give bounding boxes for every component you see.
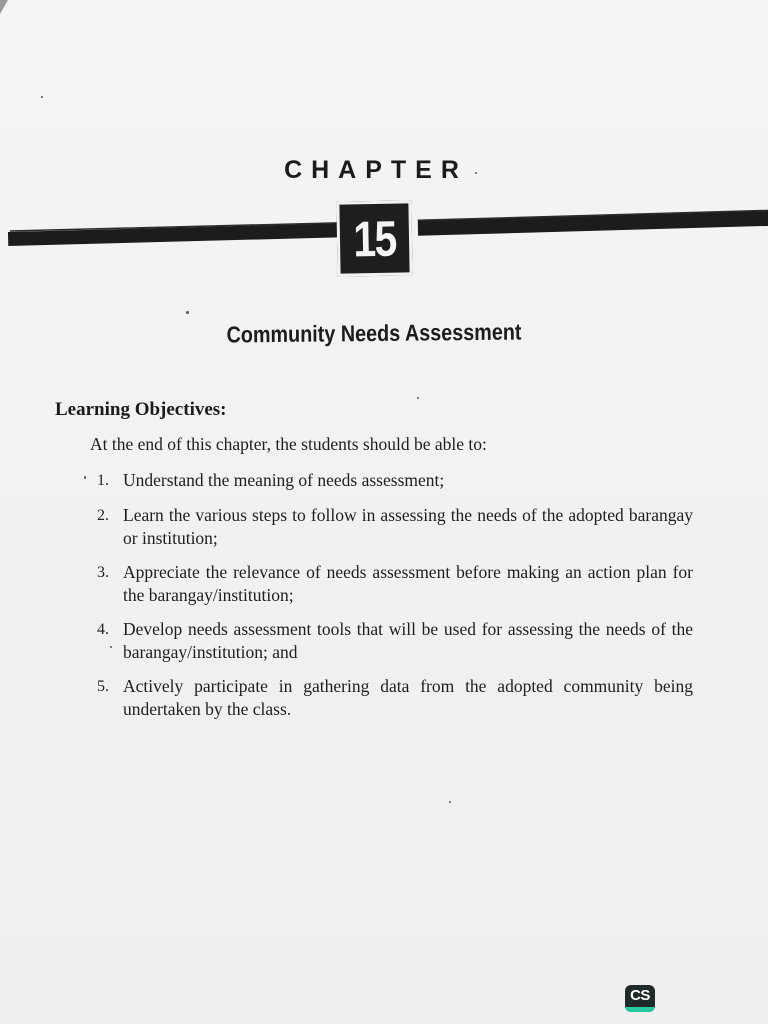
scan-speck bbox=[417, 397, 419, 399]
list-item-text: Learn the various steps to follow in assessing the needs of the adopted barangay or institution; bbox=[123, 505, 693, 548]
scan-speck bbox=[186, 311, 189, 314]
list-item bbox=[93, 618, 693, 664]
list-item-text: Understand the meaning of needs assessment; bbox=[123, 470, 445, 490]
list-item bbox=[93, 675, 693, 721]
list-item-number: 5. bbox=[97, 678, 109, 695]
chapter-number: 15 bbox=[352, 210, 397, 267]
list-item bbox=[93, 561, 693, 607]
camscanner-logo-text: CS bbox=[630, 987, 650, 1004]
list-item-number: 3. bbox=[97, 564, 109, 581]
scan-speck bbox=[41, 96, 43, 98]
objectives-intro: At the end of this chapter, the students should be able to: bbox=[90, 434, 487, 454]
chapter-title: Community Needs Assessment bbox=[226, 318, 522, 348]
list-item-number: 4. bbox=[97, 621, 109, 638]
list-item bbox=[93, 504, 693, 550]
camscanner-logo bbox=[625, 985, 655, 1012]
list-item-number: 1. bbox=[97, 472, 109, 489]
list-item-text: Develop needs assessment tools that will be used for assessing the needs of the barangay/institution; and bbox=[123, 619, 693, 662]
scan-speck bbox=[84, 476, 86, 479]
chapter-number-box bbox=[336, 200, 412, 276]
list-item-text: Appreciate the relevance of needs assessment before making an action plan for the barangay/institution; bbox=[123, 562, 693, 605]
objectives-heading: Learning Objectives: bbox=[55, 399, 227, 420]
list-item-text: Actively participate in gathering data from the adopted community being undertaken by the class. bbox=[123, 676, 693, 719]
objectives-list bbox=[93, 469, 693, 721]
chapter-label: CHAPTER bbox=[284, 156, 468, 184]
scan-speck bbox=[110, 646, 112, 648]
page-corner-mark bbox=[0, 0, 8, 14]
list-item bbox=[93, 469, 693, 492]
scan-speck bbox=[475, 172, 477, 174]
scan-speck bbox=[449, 801, 451, 803]
list-item-number: 2. bbox=[97, 507, 109, 524]
